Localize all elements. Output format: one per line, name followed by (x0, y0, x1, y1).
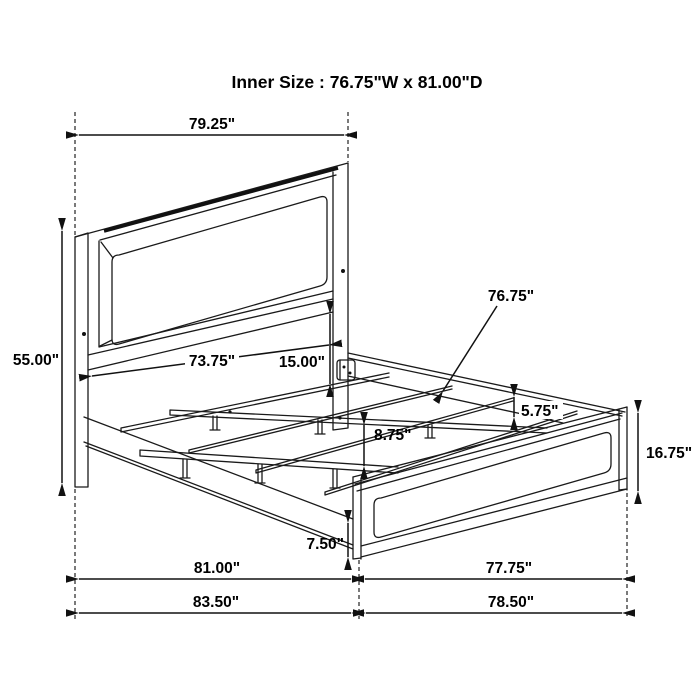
dim-label-side-rail-height: 5.75" (521, 403, 559, 420)
extension-lines (75, 112, 627, 619)
dim-label-rail-floor-clearance: 7.50" (306, 536, 344, 553)
right-side-rail (348, 353, 625, 423)
dim-label-overall-width: 78.50" (487, 594, 535, 611)
dim-label-slat-width: 76.75" (487, 288, 535, 305)
dim-label-overall-length: 83.50" (192, 594, 240, 611)
diagram-title: Inner Size : 76.75"W x 81.00"D (231, 72, 483, 92)
dim-label-footboard-width: 77.75" (485, 560, 533, 577)
dim-label-panel-to-rail: 15.00" (278, 354, 325, 371)
dim-label-platform-height: 8.75" (374, 427, 412, 444)
dim-label-headboard-height: 55.00" (12, 352, 60, 369)
dim-label-inner-length: 81.00" (193, 560, 241, 577)
slat-platform (121, 373, 577, 495)
dim-label-inner-width: 73.75" (188, 353, 236, 370)
headboard (75, 163, 355, 487)
left-side-rail (84, 417, 353, 549)
dim-label-footboard-height: 16.75" (646, 445, 693, 462)
dim-label-headboard-width: 79.25" (188, 116, 236, 133)
